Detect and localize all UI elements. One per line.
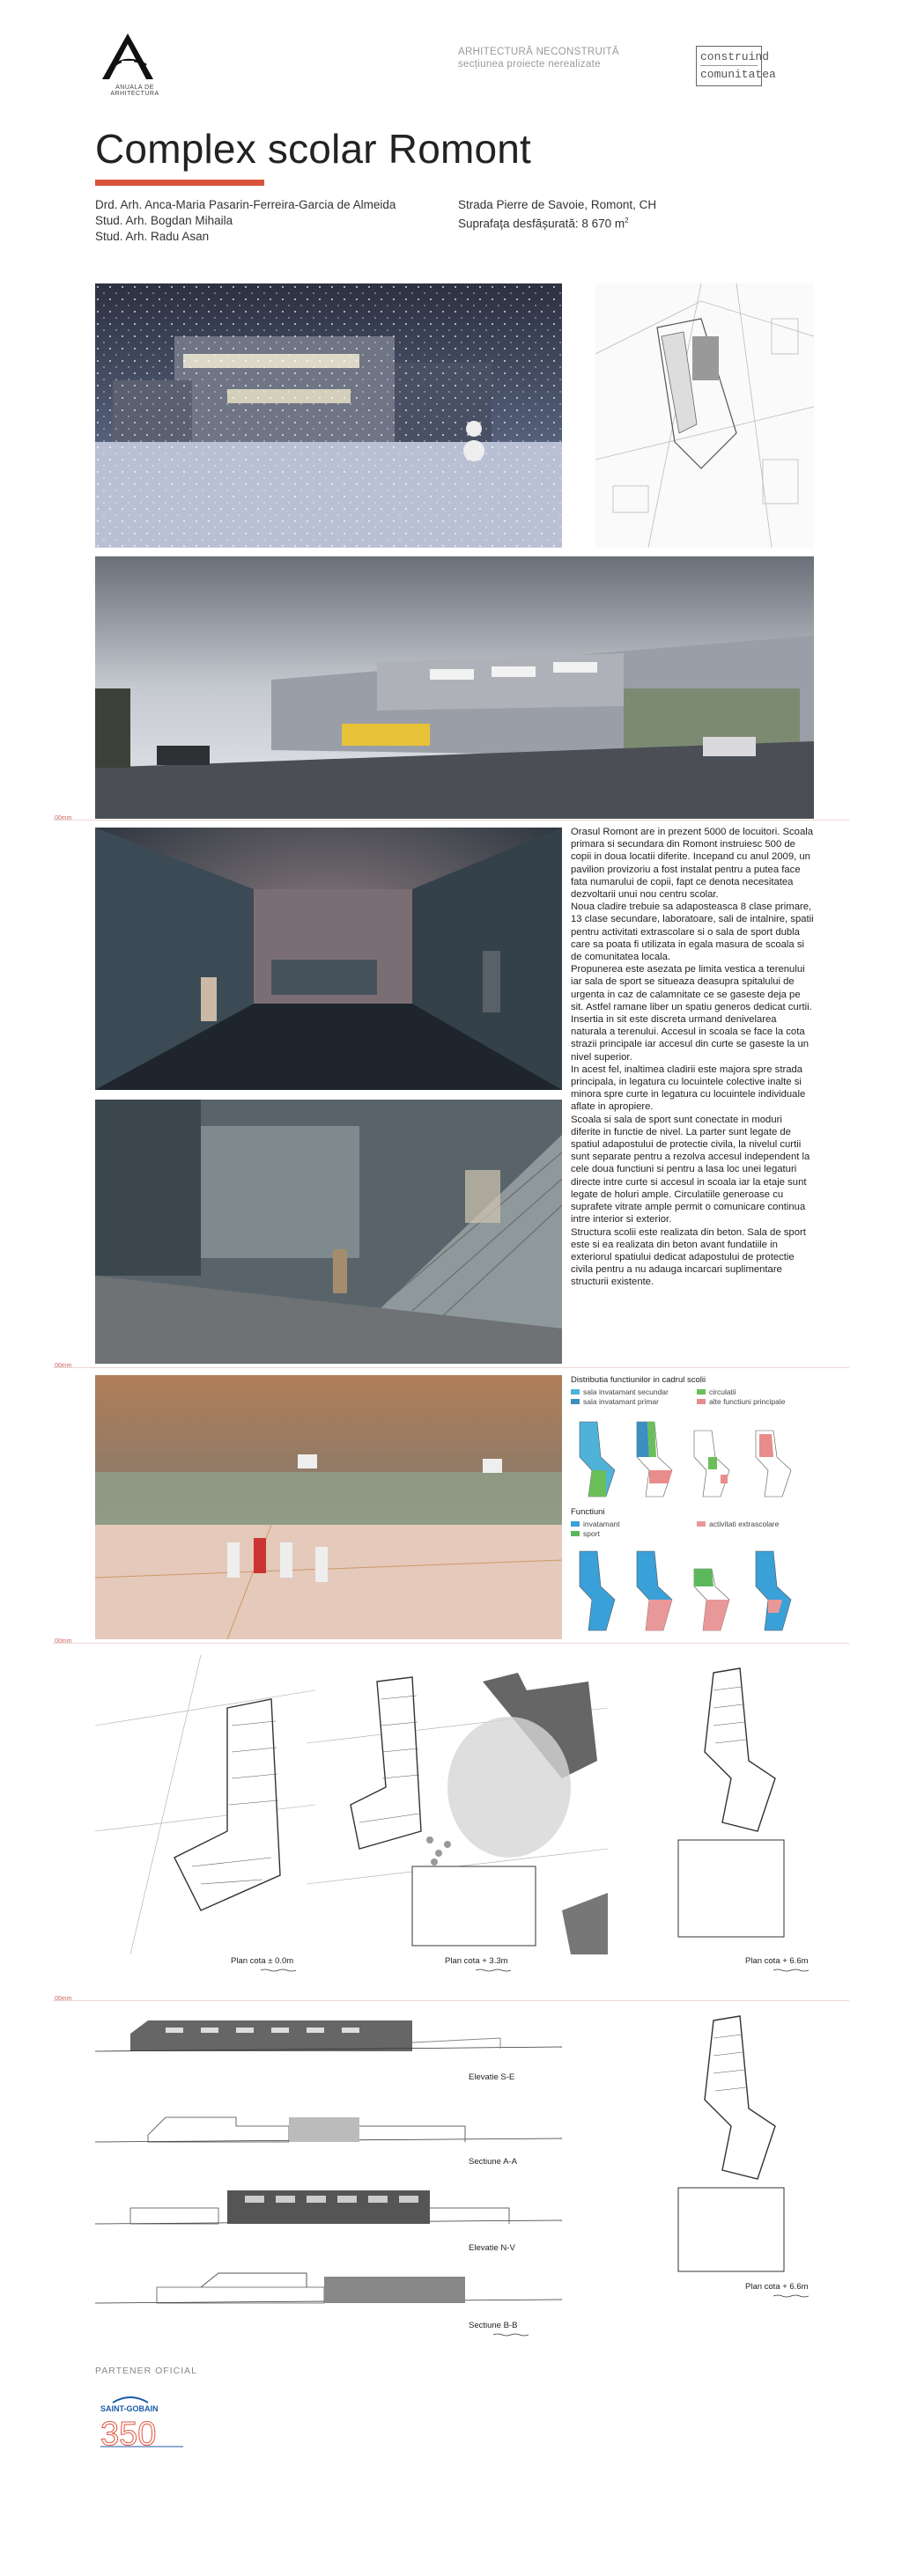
cc-line-1: construind [700,48,758,66]
series-line-2: secțiunea proiecte nerealizate [458,59,601,70]
legend-item-primar: sala invatamant primar [571,1397,688,1406]
logo-text: ANUALA DE ARHITECTURA [110,85,159,97]
elevation-nv [95,2182,562,2234]
cc-line-2: comunitatea [700,68,776,81]
squiggle-5 [773,2294,809,2298]
interior-hall-render [95,828,562,1090]
gymnasium-render [95,1375,562,1639]
anuala-logo [95,32,160,81]
section-caption-3: Elevatie N-V [469,2243,515,2253]
squiggle-2 [476,1969,511,1972]
author-2: Stud. Arh. Bogdan Mihaila [95,214,233,227]
legend-functions-title: Functiuni [571,1507,605,1517]
function-diagrams [571,1542,814,1639]
section-bb [95,2261,562,2314]
legend-item-extrascolare: activitati extrascolare [697,1520,814,1528]
title-underline [95,180,264,186]
plan-caption-2: Plan cota + 3.3m [445,1956,508,1966]
project-info [458,197,656,232]
author-3: Stud. Arh. Radu Asan [95,230,210,243]
winter-exterior-render [95,283,562,548]
squiggle-4 [493,2333,529,2337]
area [458,213,656,232]
street-exterior-render [95,556,814,819]
legend-item-alte: alte functiuni principale [697,1397,814,1406]
guide-tag-2: 00mm [55,1363,72,1369]
section-aa [95,2100,562,2153]
squiggle-3 [773,1969,809,1972]
guide-tag-3: 00mm [55,1638,72,1645]
section-caption-4: Sectiune B-B [469,2321,518,2330]
partner-label: PARTENER OFICIAL [95,2366,197,2376]
authors [95,197,396,245]
series-line-1: ARHITECTURĂ NECONSTRUITĂ [458,47,619,57]
address: Strada Pierre de Savoie, Romont, CH [458,198,657,211]
guide-line-2 [53,1367,849,1368]
legend-item-secundar: sala invatamant secundar [571,1387,688,1396]
desc-paragraph-1: Orasul Romont are in prezent 5000 de locuitori. Scoala primara si secundara din Romont instruiesc 500 de copii in doua locatii diferite. Incepand cu anul 2009, un pavilion provizoriu a fost instalat pentru a putea face fata numarului de copii, fapt ce denota necesitatea dezvoltarii unui nou centru scolar. [571,827,814,901]
desc-paragraph-5: Scoala si sala de sport sunt conectate in moduri diferite in functie de nivel. La parter sunt legate de spatiul adapostului de protectie civila, la nivelul curtii sunt separate pentru a rezolva accesul independent la cele doua functiuni si pentru a lasa loc unei legaturi directe intre curte si accesul in scoala iar la etaje sunt legate de holuri ample. Circulatiile generoase cu suprafete vitrate ample permit o comunicare continua intre interior si exterior. [571,1114,810,1225]
squiggle-1 [261,1969,296,1972]
guide-line-4 [53,2000,849,2001]
area-label: Suprafața desfășurată: 8 670 m [458,217,625,231]
saint-gobain-logo [95,2390,201,2452]
elevation-se [95,2012,562,2064]
sg-name: SAINT-GOBAIN [100,2404,159,2413]
series-title [458,46,619,70]
floor-plan-second-alt [643,2012,814,2276]
legend-item-sport: sport [571,1529,688,1538]
project-description [571,826,814,1289]
page-title: Complex scolar Romont [95,126,532,172]
guide-tag-1: 00mm [55,815,72,821]
distribution-diagrams [571,1417,814,1501]
legend-item-invatamant: invatamant [571,1520,688,1528]
plan-caption-1: Plan cota ± 0.0m [231,1956,294,1966]
desc-paragraph-4: In acest fel, inaltimea cladirii este majora spre strada principala, in legatura cu locuintele colective inalte si minora spre curte in legatura cu locuintele individuale aflate in apropiere. [571,1064,806,1113]
author-1: Drd. Arh. Anca-Maria Pasarin-Ferreira-Garcia de Almeida [95,198,396,211]
desc-paragraph-3: Propunerea este asezata pe limita vestica a terenului iar sala de sport se situeaza deasupra spitalului de urgenta in caz de calamnitate ce se gaseste deja pe sit. Astfel ramane liber un spatiu generos dedicat curtii. Insertia in sit este discreta urmand denivelarea naturala a terenului. Accesul in scoala se face la cota strazii principale iar accesul din curte se gaseste la un nivel superior. [571,964,812,1063]
plan-caption-4: Plan cota + 6.6m [745,2282,809,2292]
floor-plan-ground [95,1655,315,1954]
floor-plan-second [643,1655,814,1954]
floor-plan-first [307,1655,608,1954]
guide-tag-4: 00mm [55,1996,72,2002]
legend-item-circulatii: circulatii [697,1387,814,1396]
legend-distribution-title: Distributia functiunilor in cadrul scolii [571,1375,706,1385]
guide-line-3 [53,1643,849,1644]
plan-caption-3: Plan cota + 6.6m [745,1956,809,1966]
site-plan [595,283,814,548]
legend-functions [571,1507,814,1538]
desc-paragraph-6: Structura scolii este realizata din beton. Sala de sport este si ea realizata din beton avant fundatiile in exteriorul spatiului dedicat adapostului de protectie civila pentru a nu adauga incarcari suplimentare structurii existente. [571,1226,806,1288]
guide-line-1 [53,820,849,821]
legend-distribution [571,1375,814,1406]
desc-paragraph-2: Noua cladire trebuie sa adaposteasca 8 clase primare, 13 clase secundare, laboratoare, sali de intalnire, spatii pentru activitati extrascolare si o sala de sport dubla care sa poata fi utilizata in egala masura de scoala si de comunitatea locala. [571,902,814,963]
construind-comunitatea-logo [696,46,776,86]
area-unit-exp: 2 [625,217,629,224]
section-caption-1: Elevatie S-E [469,2072,515,2082]
section-caption-2: Sectiune A-A [469,2157,517,2167]
interior-staircase-render [95,1100,562,1364]
sg-number: 350 [100,2416,157,2452]
